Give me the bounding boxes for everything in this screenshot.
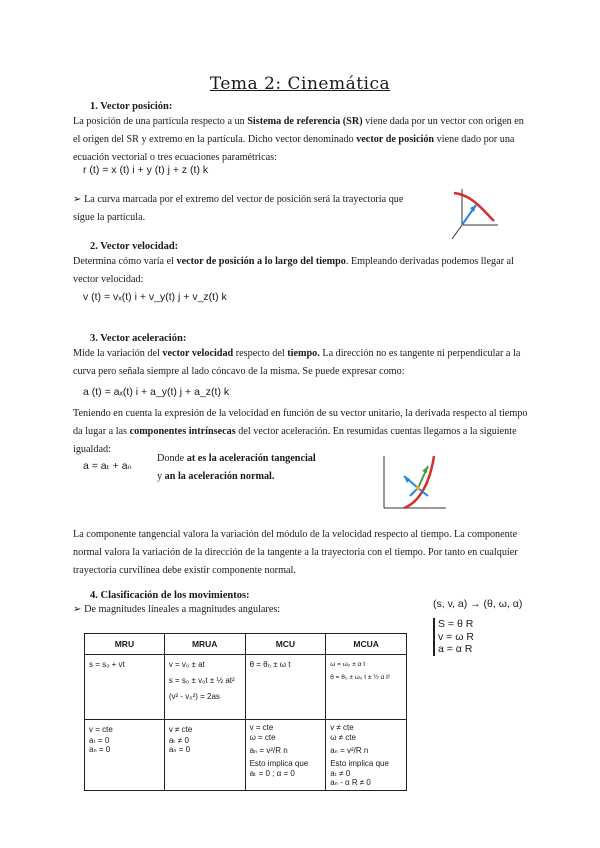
intrinsic-acceleration-equation: a = aₜ + aₙ	[83, 460, 132, 472]
velocity-equation: v (t) = vₓ(t) i + v_y(t) j + v_z(t) k	[83, 291, 227, 303]
trajectory-note: ➢ La curva marcada por el extremo del vector de posición será la trayectoria que sigue la partícula.	[73, 194, 404, 223]
intrinsic-components-figure	[370, 452, 450, 522]
header-mrua: MRUA	[164, 634, 245, 655]
section-2-heading: 2. Vector velocidad:	[90, 241, 179, 252]
section-3-heading: 3. Vector aceleración:	[90, 333, 187, 344]
normal-definition: y an la aceleración normal.	[157, 471, 275, 482]
acceleration-equation: a (t) = aₓ(t) i + a_y(t) j + a_z(t) k	[83, 386, 230, 398]
header-mru: MRU	[85, 634, 165, 655]
position-vector-figure	[432, 185, 502, 245]
mcu-conditions: v = cte ω = cte aₙ = v²/R n Esto implica que aₜ = 0 ; α = 0	[245, 720, 326, 791]
mru-equations: s = s₀ + vt	[85, 655, 165, 720]
motion-classification-table	[84, 633, 407, 791]
section-3-paragraph: Mide la variación del vector velocidad respecto del tiempo. La dirección no es tangente ni perpendicular a la curva pero señala siempre al lado cóncavo de la misma. Se puede expresar como:	[73, 348, 521, 377]
header-mcu: MCU	[245, 634, 326, 655]
mcua-equations: ω = ω₀ ± α t θ = θ₀ ± ω₀ t ± ½ α t²	[326, 655, 407, 720]
section-1-heading: 1. Vector posición:	[90, 101, 173, 112]
position-equation: r (t) = x (t) i + y (t) j + z (t) k	[83, 164, 209, 176]
page-title: Tema 2: Cinemática	[209, 74, 391, 94]
intrinsic-components-paragraph: Teniendo en cuenta la expresión de la velocidad en función de su vector unitario, la derivada respecto al tiempo da lugar a las componentes intrínsecas del vector aceleración. En resumidas cuentas llegamos a la siguiente igualdad:	[73, 408, 528, 455]
tangential-definition: Donde at es la aceleración tangencial	[157, 453, 316, 464]
mru-conditions: v = cte aₜ = 0 aₙ = 0	[85, 720, 165, 791]
magnitudes-mapping: (s, v, a) → (θ, ω, α)	[433, 598, 523, 610]
components-explanation: La componente tangencial valora la variación del módulo de la velocidad respecto al tiempo. La componente normal valora la variación de la dirección de la tangente a la trayectoria con el tiempo. Por tanto en cualquier trayectoria curvilínea debe existir componente normal.	[73, 529, 518, 576]
header-mcua: MCUA	[326, 634, 407, 655]
classification-bullet: ➢ De magnitudes lineales a magnitudes angulares:	[73, 604, 281, 615]
section-1-paragraph: La posición de una partícula respecto a un Sistema de referencia (SR) viene dada por un vector con origen en el origen del SR y extremo en la partícula. Dicho vector denominado vector de posición viene dado por una ecuación vectorial o tres ecuaciones paramétricas:	[73, 116, 524, 163]
mcua-conditions: v ≠ cte ω ≠ cte aₙ = v²/R n Esto implica que aₜ ≠ 0 aₙ - α R ≠ 0	[326, 720, 407, 791]
section-2-paragraph: Determina cómo varía el vector de posición a lo largo del tiempo. Empleando derivadas podemos llegar al vector velocidad:	[73, 256, 514, 285]
mrua-equations: v = v₀ ± at s = s₀ ± v₀t ± ½ at² (v² - v₀²) = 2as	[164, 655, 245, 720]
section-4-heading: 4. Clasificación de los movimientos:	[90, 590, 250, 601]
mcu-equations: θ = θ₀ ± ω t	[245, 655, 326, 720]
mrua-conditions: v ≠ cte aₜ ≠ 0 aₙ = 0	[164, 720, 245, 791]
magnitudes-relations: S = θ R v = ω R a = α R	[433, 618, 474, 656]
